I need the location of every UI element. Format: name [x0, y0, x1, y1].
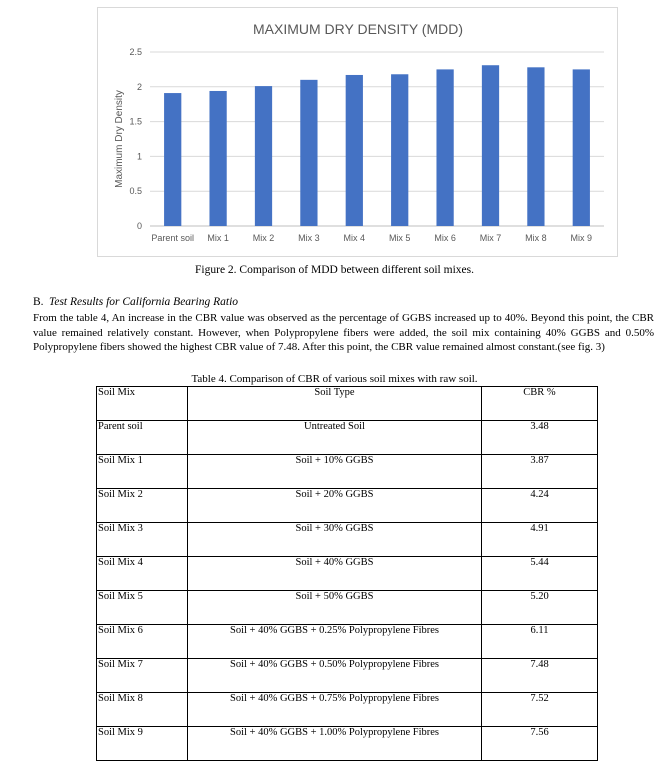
- body-paragraph: From the table 4, An increase in the CBR value was observed as the percentage of GGBS increased up to 40%. Beyond this point, the CBR value remained relatively constant. However, when Polypropylene fibers were added, the soil mix containing 40% GGBS and 0.50% Polypropylene fibers showed the highest CBR value of 7.48. After this point, the CBR value remained almost constant.(see fig. 3): [33, 312, 654, 353]
- table-row: [97, 489, 598, 523]
- table-header-row: [97, 387, 598, 421]
- y-tick-label: 1: [136, 151, 142, 162]
- table-row: [97, 421, 598, 455]
- mdd-chart: [97, 7, 618, 257]
- cell-soil-type: Soil + 40% GGBS + 1.00% Polypropylene Fibres: [188, 727, 482, 761]
- cell-soil-type: Soil + 10% GGBS: [188, 455, 482, 489]
- cell-soil-mix: Parent soil: [97, 421, 188, 455]
- cell-soil-type: Soil + 30% GGBS: [188, 523, 482, 557]
- cell-cbr: 7.56: [482, 727, 598, 761]
- header-soil-type: Soil Type: [188, 387, 482, 421]
- table-row: [97, 455, 598, 489]
- y-tick-label: 0: [136, 221, 142, 231]
- bar: [573, 69, 590, 226]
- bar: [255, 86, 272, 226]
- cell-cbr: 3.87: [482, 455, 598, 489]
- cell-soil-type: Soil + 20% GGBS: [188, 489, 482, 523]
- section-heading: [33, 296, 238, 308]
- x-tick-label: Mix 7: [479, 233, 502, 243]
- table-body: [97, 421, 598, 761]
- cell-soil-type: Soil + 50% GGBS: [188, 591, 482, 625]
- x-tick-label: Mix 9: [570, 233, 593, 243]
- cell-cbr: 4.91: [482, 523, 598, 557]
- table-row: [97, 727, 598, 761]
- x-tick-label: Mix 4: [343, 233, 366, 243]
- header-cbr: CBR %: [482, 387, 598, 421]
- y-tick-label: 2.5: [129, 47, 142, 57]
- mdd-chart-svg: [98, 8, 619, 258]
- x-tick-label: Mix 1: [207, 233, 229, 243]
- cbr-table: [96, 386, 598, 761]
- x-tick-label: Mix 2: [252, 233, 275, 243]
- cell-soil-mix: Soil Mix 1: [97, 455, 188, 489]
- chart-title: MAXIMUM DRY DENSITY (MDD): [252, 21, 464, 37]
- table-row: [97, 693, 598, 727]
- y-tick-label: 1.5: [129, 116, 142, 127]
- cell-soil-type: Untreated Soil: [188, 421, 482, 455]
- section-letter: B.: [33, 296, 44, 308]
- table-row: [97, 523, 598, 557]
- x-tick-label: Parent soil: [151, 233, 194, 243]
- cell-soil-mix: Soil Mix 9: [97, 727, 188, 761]
- cell-soil-mix: Soil Mix 7: [97, 659, 188, 693]
- cell-cbr: 6.11: [482, 625, 598, 659]
- y-axis-label: Maximum Dry Density: [114, 90, 125, 188]
- cell-cbr: 7.48: [482, 659, 598, 693]
- x-tick-label: Mix 6: [434, 233, 456, 243]
- table-row: [97, 659, 598, 693]
- cell-soil-type: Soil + 40% GGBS + 0.25% Polypropylene Fibres: [188, 625, 482, 659]
- cell-soil-type: Soil + 40% GGBS + 0.50% Polypropylene Fibres: [188, 659, 482, 693]
- bar: [436, 69, 453, 226]
- bar: [300, 80, 317, 226]
- y-tick-label: 0.5: [129, 186, 142, 197]
- bar: [209, 91, 226, 226]
- header-soil-mix: Soil Mix: [97, 387, 188, 421]
- bar: [482, 65, 499, 226]
- cell-soil-mix: Soil Mix 8: [97, 693, 188, 727]
- cell-soil-mix: Soil Mix 6: [97, 625, 188, 659]
- table-row: [97, 557, 598, 591]
- cell-cbr: 3.48: [482, 421, 598, 455]
- bar: [391, 74, 408, 226]
- cell-soil-mix: Soil Mix 2: [97, 489, 188, 523]
- bar: [164, 93, 181, 226]
- cell-cbr: 5.20: [482, 591, 598, 625]
- cell-cbr: 5.44: [482, 557, 598, 591]
- cell-cbr: 4.24: [482, 489, 598, 523]
- cell-soil-type: Soil + 40% GGBS: [188, 557, 482, 591]
- figure-caption: Figure 2. Comparison of MDD between different soil mixes.: [195, 264, 474, 276]
- cell-soil-mix: Soil Mix 5: [97, 591, 188, 625]
- x-tick-label: Mix 8: [525, 233, 547, 243]
- cell-soil-mix: Soil Mix 4: [97, 557, 188, 591]
- x-tick-label: Mix 3: [298, 233, 320, 243]
- cell-soil-type: Soil + 40% GGBS + 0.75% Polypropylene Fibres: [188, 693, 482, 727]
- cell-cbr: 7.52: [482, 693, 598, 727]
- y-tick-label: 2: [136, 81, 142, 92]
- table-row: [97, 591, 598, 625]
- bar: [527, 67, 544, 226]
- table-row: [97, 625, 598, 659]
- table-caption: Table 4. Comparison of CBR of various soil mixes with raw soil.: [191, 373, 478, 385]
- cell-soil-mix: Soil Mix 3: [97, 523, 188, 557]
- section-title: Test Results for California Bearing Ratio: [49, 296, 239, 308]
- x-tick-label: Mix 5: [388, 233, 411, 243]
- bar: [346, 75, 363, 226]
